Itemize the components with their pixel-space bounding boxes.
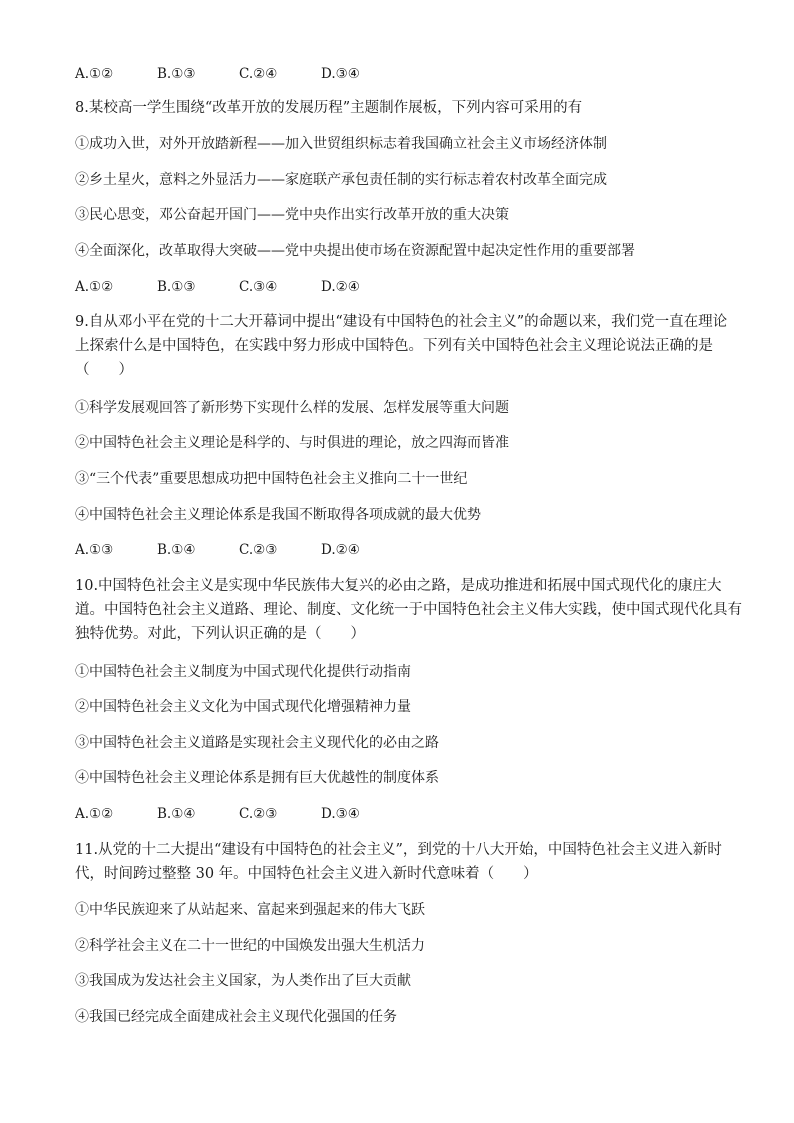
q8-item-4: ④全面深化，改革取得大突破——党中央提出使市场在资源配置中起决定性作用的重要部署 xyxy=(75,243,635,259)
q10-item-1: ①中国特色社会主义制度为中国式现代化提供行动指南 xyxy=(75,664,411,680)
q7-option-a: A.①② xyxy=(75,66,114,82)
q9-option-a: A.①③ xyxy=(75,542,114,558)
q8-option-a: A.①② xyxy=(75,279,114,295)
q9-item-3: ③“三个代表”重要思想成功把中国特色社会主义推向二十一世纪 xyxy=(75,471,468,487)
q8-item-3: ③民心思变，邓公奋起开国门——党中央作出实行改革开放的重大决策 xyxy=(75,207,509,223)
q10-stem-line-2: 道。中国特色社会主义道路、理论、制度、文化统一于中国特色社会主义伟大实践，使中国式现代化具有 xyxy=(75,602,742,618)
q8-item-2: ②乡土星火，意料之外显活力——家庭联产承包责任制的实行标志着农村改革全面完成 xyxy=(75,172,607,188)
q10-option-b: B.①④ xyxy=(157,806,196,822)
q11-item-1: ①中华民族迎来了从站起来、富起来到强起来的伟大飞跃 xyxy=(75,902,425,918)
q10-item-4: ④中国特色社会主义理论体系是拥有巨大优越性的制度体系 xyxy=(75,770,439,786)
q10-stem-line-1: 10.中国特色社会主义是实现中华民族伟大复兴的必由之路，是成功推进和拓展中国式现代化的康庄大 xyxy=(75,578,722,594)
q8-option-c: C.③④ xyxy=(239,279,278,295)
q11-item-3: ③我国成为发达社会主义国家，为人类作出了巨大贡献 xyxy=(75,973,411,989)
q10-option-d: D.③④ xyxy=(321,806,360,822)
q9-item-1: ①科学发展观回答了新形势下实现什么样的发展、怎样发展等重大问题 xyxy=(75,400,509,416)
q11-item-4: ④我国已经完成全面建成社会主义现代化强国的任务 xyxy=(75,1009,397,1025)
q9-stem-line-2: 上探索什么是中国特色，在实践中努力形成中国特色。下列有关中国特色社会主义理论说法正确的是 xyxy=(75,338,713,354)
q11-stem-line-2: 代，时间跨过整整 30 年。中国特色社会主义进入新时代意味着（ ） xyxy=(75,866,538,882)
q9-item-4: ④中国特色社会主义理论体系是我国不断取得各项成就的最大优势 xyxy=(75,507,481,523)
q10-item-2: ②中国特色社会主义文化为中国式现代化增强精神力量 xyxy=(75,699,411,715)
q9-stem-line-3: （ ） xyxy=(75,362,133,378)
q9-stem-line-1: 9.自从邓小平在党的十二大开幕词中提出“建设有中国特色的社会主义”的命题以来，我们党一直在理论 xyxy=(75,314,728,330)
q11-stem-line-1: 11.从党的十二大提出“建设有中国特色的社会主义”，到党的十八大开始，中国特色社会主义进入新时 xyxy=(75,842,722,858)
q7-option-b: B.①③ xyxy=(157,66,196,82)
q10-stem-line-3: 独特优势。对此，下列认识正确的是（ ） xyxy=(75,626,365,642)
q9-item-2: ②中国特色社会主义理论是科学的、与时俱进的理论，放之四海而皆准 xyxy=(75,435,509,451)
q7-option-c: C.②④ xyxy=(239,66,278,82)
q8-stem: 8.某校高一学生围绕“改革开放的发展历程”主题制作展板，下列内容可采用的有 xyxy=(75,100,583,116)
q7-option-d: D.③④ xyxy=(321,66,360,82)
q8-item-1: ①成功入世，对外开放踏新程——加入世贸组织标志着我国确立社会主义市场经济体制 xyxy=(75,136,607,152)
q10-item-3: ③中国特色社会主义道路是实现社会主义现代化的必由之路 xyxy=(75,735,439,751)
q9-option-c: C.②③ xyxy=(239,542,278,558)
q10-option-a: A.①② xyxy=(75,806,114,822)
q8-option-b: B.①③ xyxy=(157,279,196,295)
q8-option-d: D.②④ xyxy=(321,279,360,295)
q11-item-2: ②科学社会主义在二十一世纪的中国焕发出强大生机活力 xyxy=(75,938,425,954)
q10-option-c: C.②③ xyxy=(239,806,278,822)
q9-option-d: D.②④ xyxy=(321,542,360,558)
q9-option-b: B.①④ xyxy=(157,542,196,558)
